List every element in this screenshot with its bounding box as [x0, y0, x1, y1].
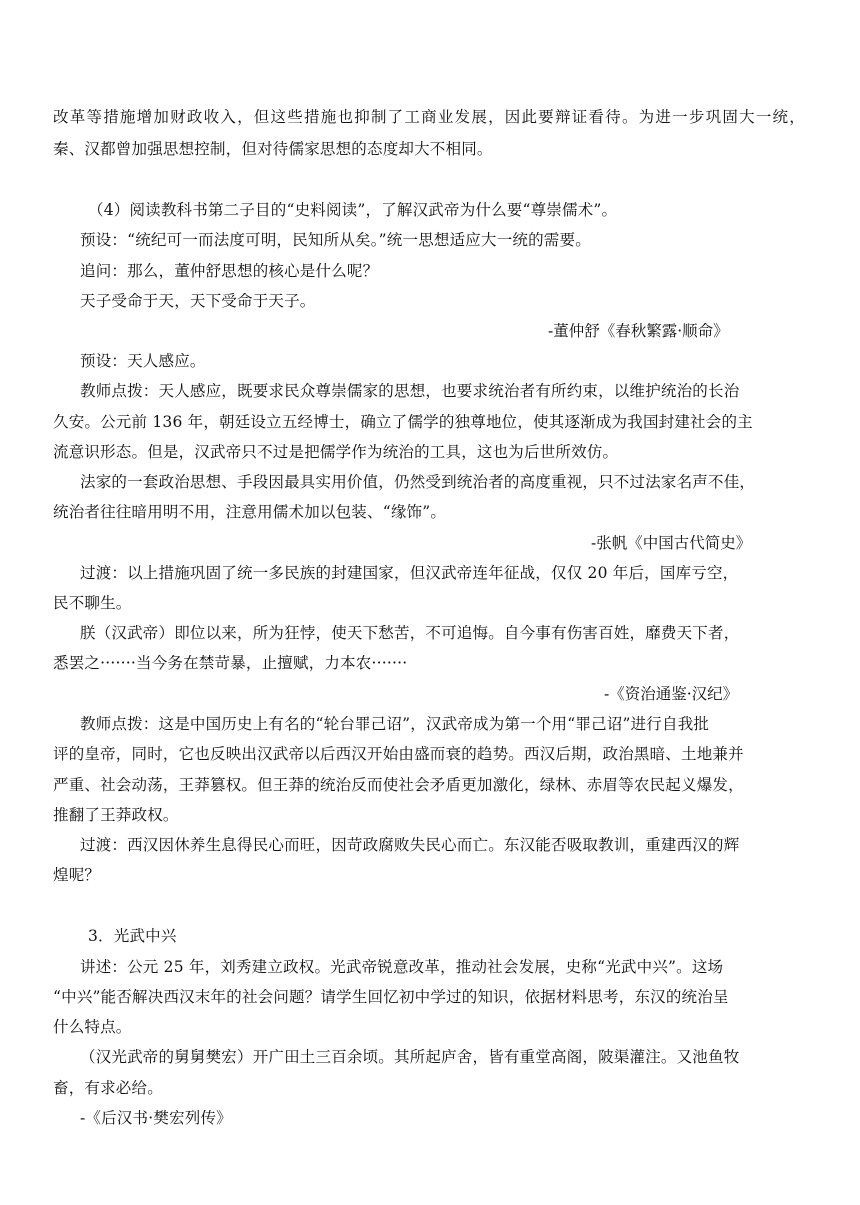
- teacher-note-line: 教师点拨：天人感应，既要求民众尊崇儒家的思想，也要求统治者有所约束，以维护统治的长治: [80, 382, 740, 400]
- transition-line: 过渡：以上措施巩固了统一多民族的封建国家，但汉武帝连年征战，仅仅 20 年后，国库亏空，: [80, 564, 739, 582]
- teacher-note-line: 严重、社会动荡，王莽篡权。但王莽的统治反而使社会矛盾更加激化，绿林、赤眉等农民起义爆发，: [53, 776, 744, 794]
- quote-line: 朕（汉武帝）即位以来，所为狂悖，使天下愁苦，不可追悔。自今事有伤害百姓，靡费天下者，: [80, 624, 740, 642]
- source-citation: -《资治通鉴·汉纪》: [604, 685, 739, 703]
- teacher-note-line: 教师点拨：这是中国历史上有名的“轮台罪己诏”，汉武帝成为第一个用“罪己诏”进行自我批: [80, 715, 710, 733]
- follow-up-question: 追问：那么，董仲舒思想的核心是什么呢？: [80, 262, 379, 280]
- lecture-line: “中兴”能否解决西汉末年的社会问题？请学生回忆初中学过的知识，依据材料思考，东汉的统治呈: [53, 988, 729, 1006]
- preset-line: 预设：“统纪可一而法度可明，民知所从矣。”统一思想适应大一统的需要。: [80, 231, 591, 249]
- quote-line: 统治者往往暗用明不用，注意用儒术加以包装、“缘饰”。: [53, 503, 447, 521]
- lecture-line: 什么特点。: [53, 1018, 132, 1036]
- teacher-note-line: 评的皇帝，同时，它也反映出汉武帝以后西汉开始由盛而衰的趋势。西汉后期，政治黑暗、土地兼并: [53, 745, 744, 763]
- teacher-note-line: 推翻了王莽政权。: [53, 806, 179, 824]
- source-citation: -张帆《中国古代简史》: [591, 534, 752, 552]
- quote-line: （汉光武帝的舅舅樊宏）开广田土三百余顷。其所起庐舍，皆有重堂高阁，陂渠灌注。又池鱼牧: [80, 1048, 740, 1066]
- paragraph-line: 秦、汉都曾加强思想控制，但对待儒家思想的态度却大不相同。: [53, 140, 493, 158]
- transition-line: 民不聊生。: [53, 594, 132, 612]
- question-4: （4）阅读教科书第二子目的“史料阅读”，了解汉武帝为什么要“尊崇儒术”。: [88, 201, 618, 219]
- quote-line: 畜，有求必给。: [53, 1079, 163, 1097]
- section-heading: 3．光武中兴: [88, 927, 177, 945]
- source-citation: -《后汉书·樊宏列传》: [80, 1109, 232, 1127]
- quote-line: 法家的一套政治思想、手段因最具实用价值，仍然受到统治者的高度重视，只不过法家名声不佳，: [80, 473, 756, 491]
- transition-line: 煌呢？: [53, 866, 101, 884]
- quote-line: 悉罢之·······当今务在禁苛暴，止擅赋，力本农·······: [53, 654, 408, 672]
- teacher-note-line: 流意识形态。但是，汉武帝只不过是把儒学作为统治的工具，这也为后世所效仿。: [53, 443, 619, 461]
- source-citation: -董仲舒《春秋繁露·顺命》: [548, 322, 729, 340]
- preset-line: 预设：天人感应。: [80, 352, 206, 370]
- paragraph-line: 改革等措施增加财政收入，但这些措施也抑制了工商业发展，因此要辩证看待。为进一步巩固大一统，: [53, 108, 805, 126]
- lecture-line: 讲述：公元 25 年，刘秀建立政权。光武帝锐意改革，推动社会发展，史称“光武中兴”。这场: [80, 958, 724, 976]
- teacher-note-line: 久安。公元前 136 年，朝廷设立五经博士，确立了儒学的独尊地位，使其逐渐成为我国封建社会的主: [53, 413, 753, 431]
- quote-line: 天子受命于天，天下受命于天子。: [80, 292, 316, 310]
- transition-line: 过渡：西汉因休养生息得民心而旺，因苛政腐败失民心而亡。东汉能否吸取教训，重建西汉的辉: [80, 836, 740, 854]
